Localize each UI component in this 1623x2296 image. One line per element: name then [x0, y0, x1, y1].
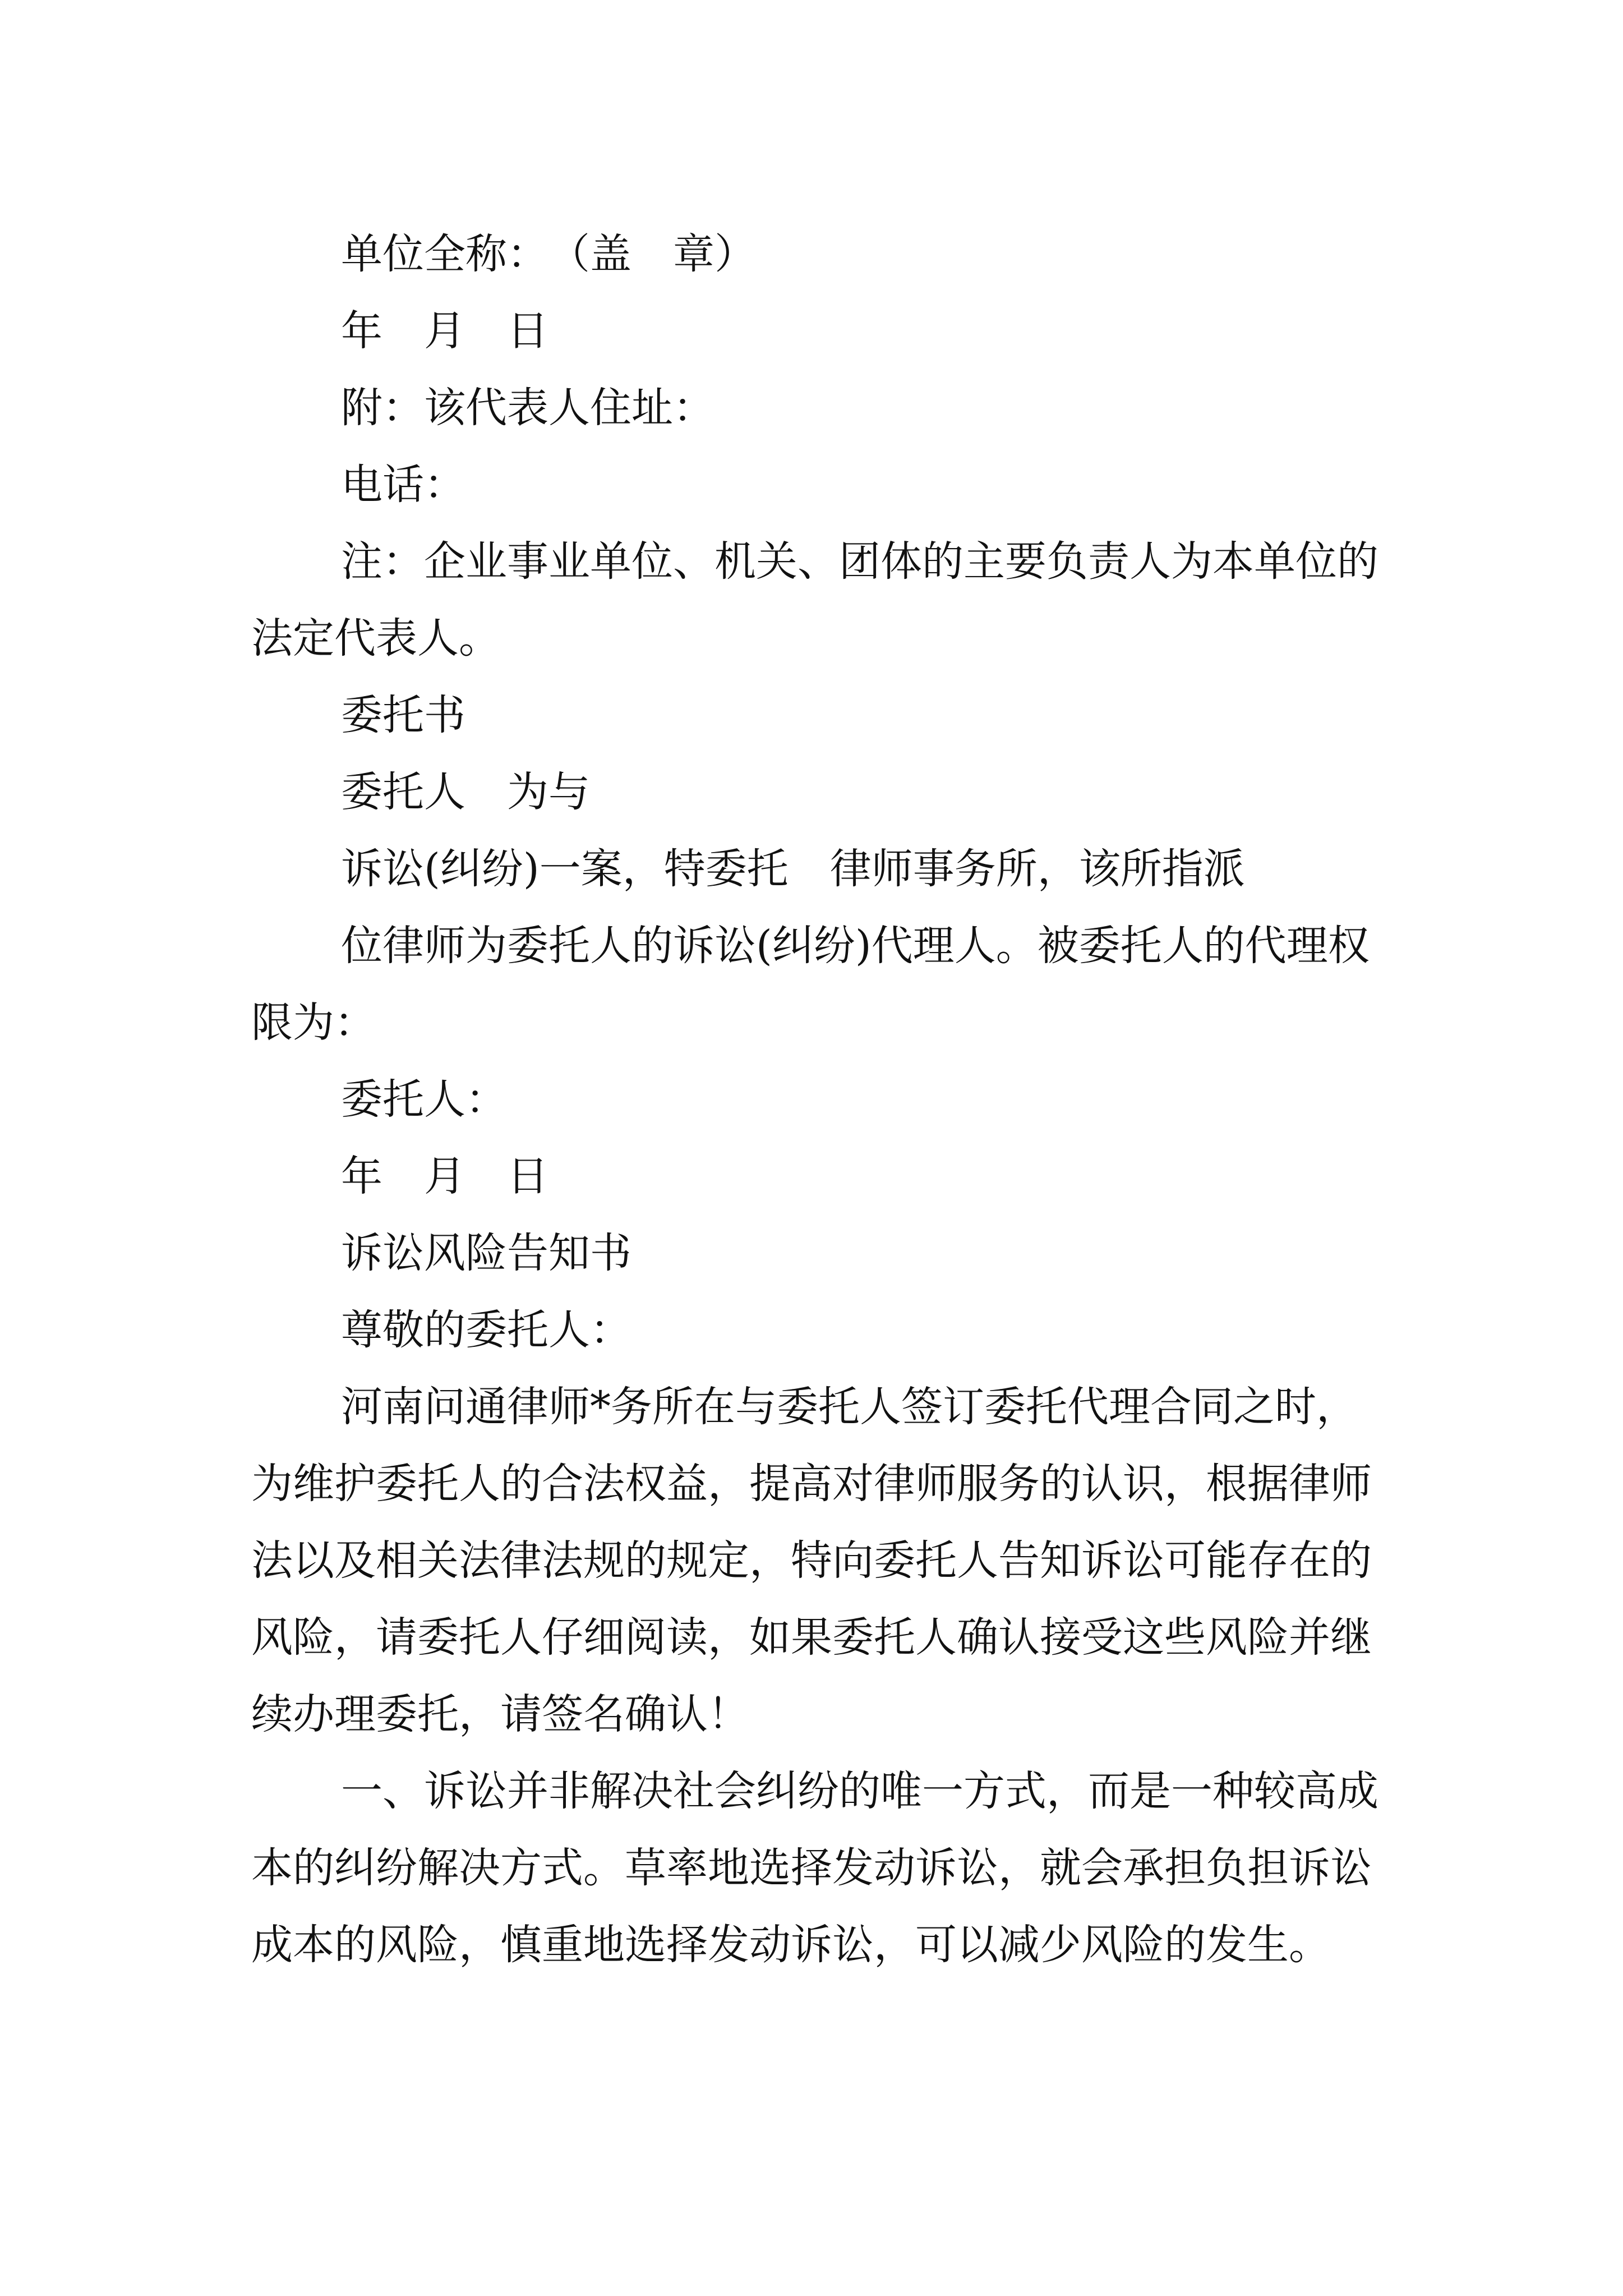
unit-name-line: 单位全称： （盖 章） [341, 230, 756, 278]
power-of-attorney-heading: 委托书 [341, 691, 465, 739]
phone-line: 电话： [341, 461, 465, 509]
signature-date-line: 年 月 日 [341, 1152, 548, 1200]
risk-item-one-paragraph: 一、诉讼并非解决社会纠纷的唯一方式，而是一种较高成本的纠纷解决方式。草率地选择发动诉讼，就会承担负担诉讼成本的风险，慎重地选择发动诉讼，可以减少风险的发生。 [251, 1767, 1378, 1969]
date-line: 年 月 日 [341, 307, 548, 355]
document-body [251, 216, 1387, 1984]
representative-address-line: 附：该代表人住址： [341, 384, 714, 432]
risk-notice-intro-paragraph: 河南问通律师*务所在与委托人签订委托代理合同之时，为维护委托人的合法权益，提高对律师服务的认识，根据律师法以及相关法律法规的规定，特向委托人告知诉讼可能存在的风险，请委托人仔细阅读，如果委托人确认接受这些风险并继续办理委托，请签名确认！ [251, 1383, 1372, 1738]
note-paragraph: 注：企业事业单位、机关、团体的主要负责人为本单位的法定代表人。 [251, 537, 1378, 662]
salutation-line: 尊敬的委托人： [341, 1306, 631, 1354]
principal-signature-line: 委托人： [341, 1075, 507, 1124]
risk-notice-heading: 诉讼风险告知书 [341, 1229, 631, 1277]
principal-line: 委托人 为与 [341, 768, 590, 816]
case-entrust-line: 诉讼(纠纷)一案，特委托 律师事务所，该所指派 [341, 845, 1245, 893]
agent-authority-paragraph: 位律师为委托人的诉讼(纠纷)代理人。被委托人的代理权限为： [251, 922, 1370, 1047]
